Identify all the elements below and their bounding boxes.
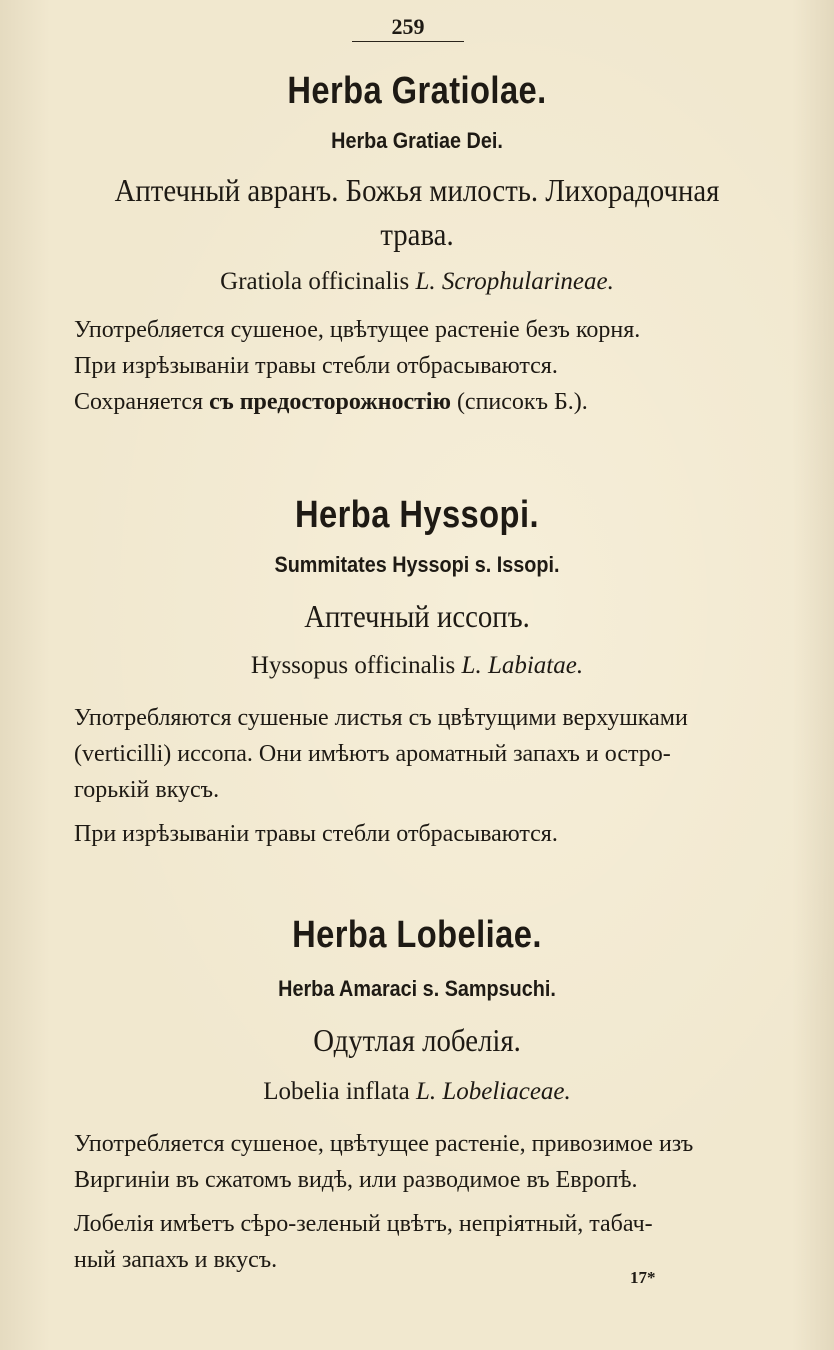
botanical-genus: Lobelia inflata [263, 1078, 410, 1105]
text-line: При изрѣзываніи травы стебли отбрасываются. [74, 821, 558, 847]
section-synonym-gratiolae: Herba Gratiae Dei. [331, 128, 503, 153]
section-title-lobeliae: Herba Lobeliae. [292, 914, 542, 956]
botanical-name-gratiolae [20, 268, 814, 296]
russian-name-lobeliae: Одутлая лобелія. [313, 1022, 521, 1058]
text-line: горькій вкусъ. [74, 777, 220, 803]
paragraph-lobeliae [74, 1126, 774, 1278]
text-line: Лобелія имѣетъ сѣро-зеленый цвѣтъ, непріятный, табач- [74, 1211, 653, 1237]
text-line: Виргиніи въ сжатомъ видѣ, или разводимое въ Европѣ. [74, 1167, 638, 1193]
section-title-hyssopi: Herba Hyssopi. [295, 494, 539, 536]
page-number-rule [352, 41, 464, 42]
botanical-family: L. Scrophularineae. [415, 268, 614, 295]
botanical-name-lobeliae [20, 1078, 814, 1106]
botanical-family: L. Labiatae. [461, 652, 584, 679]
botanical-family: L. Lobeliaceae. [415, 1078, 571, 1105]
section-synonym-lobeliae: Herba Amaraci s. Sampsuchi. [278, 976, 556, 1001]
russian-name-gratiolae-line2: трава. [380, 216, 454, 252]
section-synonym-hyssopi: Summitates Hyssopi s. Issopi. [274, 552, 560, 577]
text-line: При изрѣзываніи травы стебли отбрасываются. [74, 353, 558, 379]
botanical-name-hyssopi [20, 652, 814, 680]
section-title-gratiolae: Herba Gratiolae. [287, 70, 547, 112]
text-line: Употребляются сушеные листья съ цвѣтущими верхушками [74, 705, 688, 731]
page-number: 259 [391, 14, 425, 39]
text-line: Употребляется сушеное, цвѣтущее растенiе, привозимое изъ [74, 1131, 694, 1157]
text-line: ный запахъ и вкусъ. [74, 1247, 278, 1273]
text-line: Употребляется сушеное, цвѣтущее растенiе безъ корня. [74, 317, 641, 343]
text-line [74, 384, 774, 420]
text-bold-fragment: съ предосторожностію [209, 389, 451, 415]
text-fragment: Сохраняется [74, 389, 204, 415]
botanical-genus: Hyssopus officinalis [250, 652, 456, 679]
text-fragment: (списокъ Б.). [456, 389, 588, 415]
russian-name-hyssopi: Аптечный иссопъ. [304, 598, 530, 634]
printer-signature: 17* [630, 1268, 656, 1287]
botanical-genus: Gratiola officinalis [220, 268, 410, 295]
text-line: (verticilli) иссопа. Они имѣютъ ароматный запахъ и остро- [74, 741, 671, 767]
paragraph-hyssopi [74, 700, 774, 852]
paragraph-gratiolae [74, 312, 774, 420]
russian-name-gratiolae-line1: Аптечный авранъ. Божья милость. Лихорадочная [114, 172, 720, 208]
